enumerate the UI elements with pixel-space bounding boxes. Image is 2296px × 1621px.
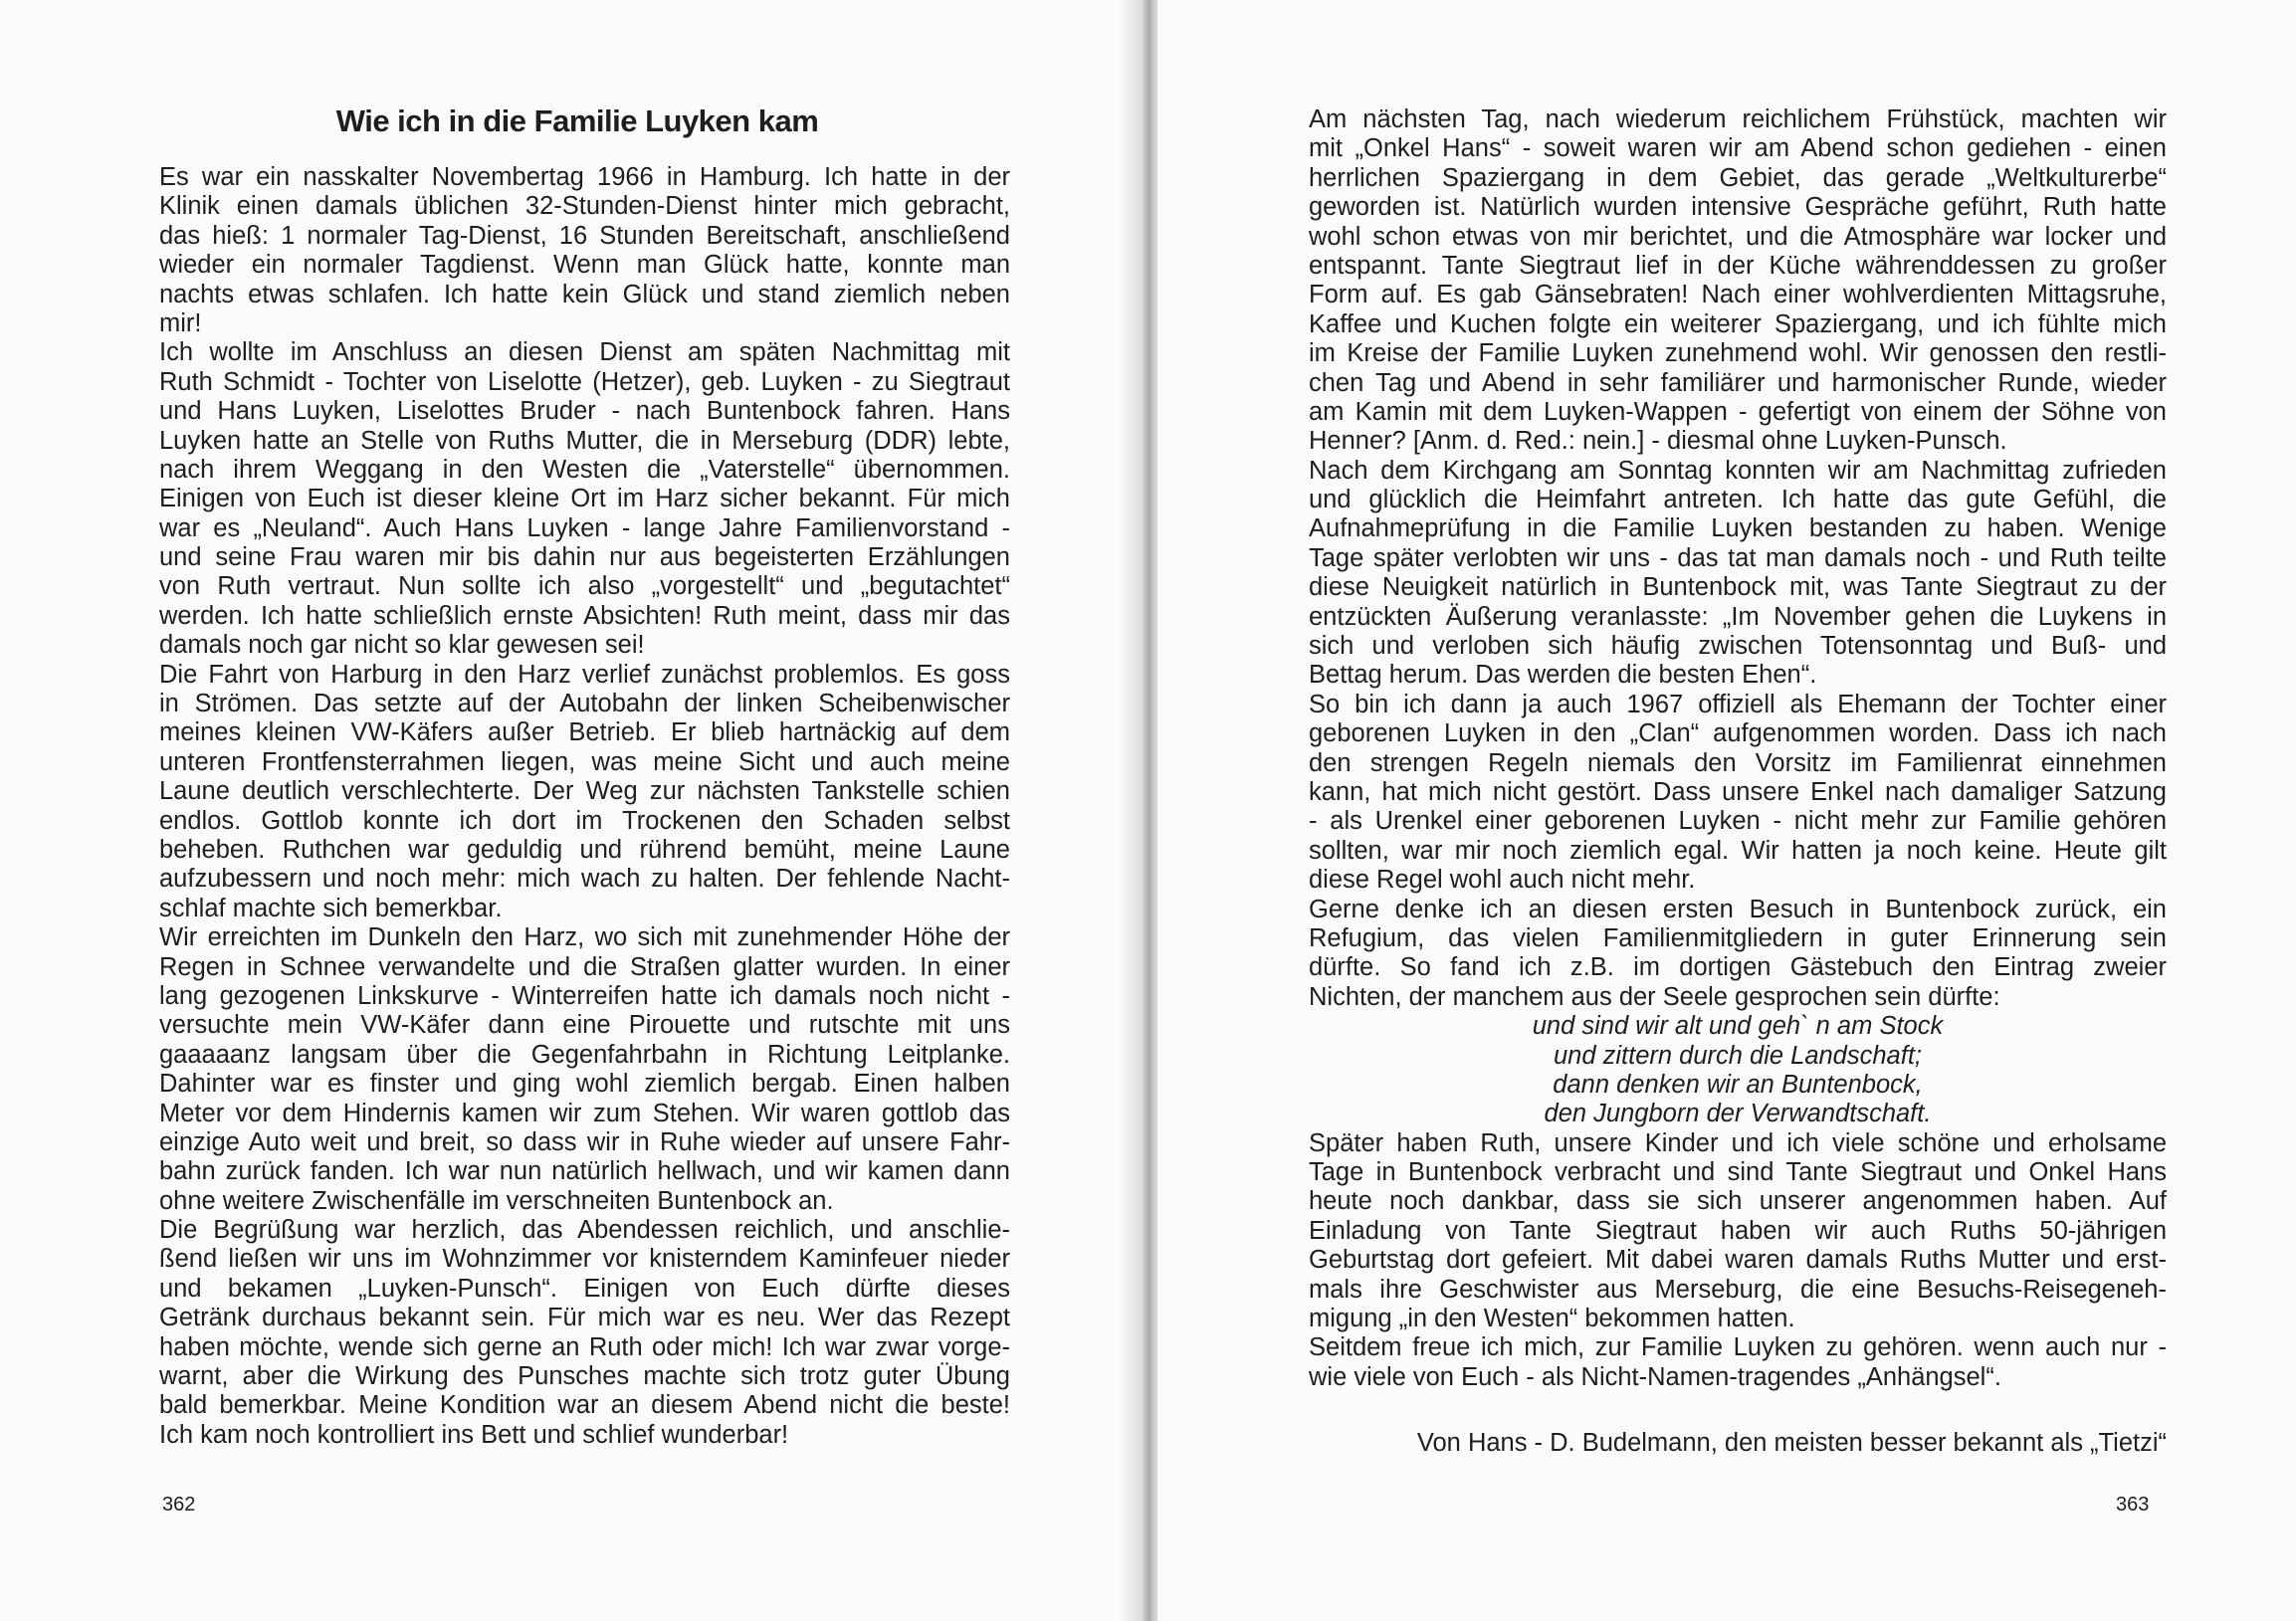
text-line: Bettag herum. Das werden die besten Ehen“. (1309, 661, 1817, 690)
right-body-text (1309, 105, 2167, 1392)
text-line: chen Tag und Abend in sehr familiärer und harmonischer Runde, wieder (1309, 368, 2167, 397)
text-line: Gerne denke ich an diesen ersten Besuch in Buntenbock zurück, ein (1309, 895, 2167, 923)
text-line: Tage in Buntenbock verbracht und sind Tante Siegtraut und Onkel Hans (1309, 1158, 2167, 1187)
text-line: dürfte. So fand ich z.B. im dortigen Gästebuch den Eintrag zweier (1309, 953, 2167, 982)
text-line: Geburtstag dort gefeiert. Mit dabei waren damals Ruths Mutter und erst- (1309, 1246, 2167, 1275)
text-line: aufzubessern und noch mehr: mich wach zu halten. Der fehlende Nacht- (159, 865, 1010, 894)
text-line: Dahinter war es finster und ging wohl ziemlich bergab. Einen halben (159, 1070, 1010, 1099)
text-line: werden. Ich hatte schließlich ernste Absichten! Ruth meint, dass mir das (159, 601, 1010, 630)
text-line: endlos. Gottlob konnte ich dort im Trockenen den Schaden selbst (159, 806, 1010, 835)
text-line: und bekamen „Luyken-Punsch“. Einigen von Euch dürfte dieses (159, 1274, 1010, 1303)
text-line: sich und verloben sich häufig zwischen Totensonntag und Buß- und (1309, 632, 2167, 661)
text-line: wohl schon etwas von mir berichtet, und die Atmosphäre war locker und (1309, 222, 2167, 251)
right-paragraphs-after-poem (1309, 1129, 2167, 1393)
text-line: unteren Frontfensterrahmen liegen, was meine Sicht und auch meine (159, 747, 1010, 776)
text-line: heute noch dankbar, dass sie sich unserer angenommen haben. Auf (1309, 1187, 2167, 1216)
text-line: diese Neuigkeit natürlich in Buntenbock mit, was Tante Siegtraut zu der (1309, 573, 2167, 602)
text-line: kann, hat mich nicht gestört. Dass unsere Enkel nach damaliger Satzung (1309, 777, 2167, 806)
text-line: Am nächsten Tag, nach wiederum reichlichem Frühstück, machten wir (1309, 105, 2167, 133)
page-number-left: 362 (162, 1494, 196, 1516)
text-line: mals ihre Geschwister aus Merseburg, die eine Besuchs-Reisegeneh- (1309, 1275, 2167, 1304)
text-line: Es war ein nasskalter Novembertag 1966 in Hamburg. Ich hatte in der (159, 163, 1010, 191)
text-line: Seitdem freue ich mich, zur Familie Luyken zu gehören. wenn auch nur - (1309, 1333, 2167, 1362)
text-line: nachts etwas schlafen. Ich hatte kein Glück und stand ziemlich neben (159, 280, 1010, 308)
author-signature: Von Hans - D. Budelmann, den meisten besser bekannt als „Tietzi“ (1416, 1429, 2167, 1457)
text-line: Regen in Schnee verwandelte und die Straßen glatter wurden. In einer (159, 952, 1010, 981)
text-line: wieder ein normaler Tagdienst. Wenn man Glück hatte, konnte man (159, 251, 1010, 280)
text-line: entspannt. Tante Siegtraut lief in der Küche währenddessen zu großer (1309, 251, 2167, 280)
text-line: nach ihrem Weggang in den Westen die „Vaterstelle“ übernommen. (159, 455, 1010, 484)
left-page (0, 0, 1138, 1621)
text-line: Nichten, der manchem aus der Seele gesprochen sein dürfte: (1309, 982, 2000, 1011)
text-line: sollten, war mir noch ziemlich egal. Wir hatten ja noch keine. Heute gilt (1309, 836, 2167, 865)
text-line: So bin ich dann ja auch 1967 offiziell als Ehemann der Tochter einer (1309, 690, 2167, 718)
right-paragraphs-before-poem (1309, 105, 2167, 1012)
text-line: ßend ließen wir uns im Wohnzimmer vor knisterndem Kaminfeuer nieder (159, 1245, 1010, 1274)
text-line: und Hans Luyken, Liselottes Bruder - nach Buntenbock fahren. Hans (159, 397, 1010, 426)
text-line: im Kreise der Familie Luyken zunehmend wohl. Wir genossen den restli- (1309, 339, 2167, 368)
text-line: Henner? [Anm. d. Red.: nein.] - diesmal ohne Luyken-Punsch. (1309, 427, 2007, 456)
text-line: - als Urenkel einer geborenen Luyken - nicht mehr zur Familie gehören (1309, 807, 2167, 836)
text-line: Tage später verlobten wir uns - das tat man damals noch - und Ruth teilte (1309, 543, 2167, 572)
text-line: geworden ist. Natürlich wurden intensive Gespräche geführt, Ruth hatte (1309, 193, 2167, 222)
text-line: von Ruth vertraut. Nun sollte ich also „vorgestellt“ und „begutachtet“ (159, 572, 1010, 601)
text-line: Form auf. Es gab Gänsebraten! Nach einer wohlverdienten Mittagsruhe, (1309, 281, 2167, 309)
page-number-right: 363 (2116, 1494, 2150, 1516)
text-line: gaaaaanz langsam über die Gegenfahrbahn in Richtung Leitplanke. (159, 1040, 1010, 1069)
text-line: Laune deutlich verschlechterte. Der Weg zur nächsten Tankstelle schien (159, 777, 1010, 806)
poem-line: und zittern durch die Landschaft; (1554, 1041, 1922, 1070)
text-line: Die Begrüßung war herzlich, das Abendessen reichlich, und anschlie- (159, 1216, 1010, 1245)
text-line: versuchte mein VW-Käfer dann eine Pirouette und rutschte mit uns (159, 1011, 1010, 1040)
text-line: wie viele von Euch - als Nicht-Namen-tragendes „Anhängsel“. (1309, 1362, 2001, 1391)
text-line: migung „in den Westen“ bekommen hatten. (1309, 1305, 1795, 1333)
text-line: herrlichen Spaziergang in dem Gebiet, das gerade „Weltkulturerbe“ (1309, 163, 2167, 192)
text-line: Die Fahrt von Harburg in den Harz verlief zunächst problemlos. Es goss (159, 660, 1010, 689)
text-line: einzige Auto weit und breit, so dass wir in Ruhe wieder auf unsere Fahr- (159, 1127, 1010, 1156)
text-line: Meter vor dem Hindernis kamen wir zum Stehen. Wir waren gottlob das (159, 1099, 1010, 1127)
text-line: diese Regel wohl auch nicht mehr. (1309, 866, 1696, 895)
text-line: Luyken hatte an Stelle von Ruths Mutter, die in Merseburg (DDR) lebte, (159, 426, 1010, 455)
text-line: Kaffee und Kuchen folgte ein weiterer Spaziergang, und ich fühlte mich (1309, 309, 2167, 338)
text-line: Einigen von Euch ist dieser kleine Ort im Harz sicher bekannt. Für mich (159, 485, 1010, 513)
text-line: schlaf machte sich bemerkbar. (159, 894, 503, 922)
text-line: Aufnahmeprüfung in die Familie Luyken bestanden zu haben. Wenige (1309, 514, 2167, 543)
poem-line: und sind wir alt und geh` n am Stock (1532, 1012, 1944, 1041)
text-line: Klinik einen damals üblichen 32-Stunden-Dienst hinter mich gebracht, (159, 192, 1010, 221)
text-line: den strengen Regeln niemals den Vorsitz im Familienrat einnehmen (1309, 748, 2167, 777)
text-line: mit „Onkel Hans“ - soweit waren wir am Abend schon gediehen - einen (1309, 134, 2167, 163)
text-line: Getränk durchaus bekannt sein. Für mich war es neu. Wer das Rezept (159, 1304, 1010, 1332)
text-line: beheben. Ruthchen war geduldig und rührend bemüht, meine Laune (159, 835, 1010, 864)
text-line: lang gezogenen Linkskurve - Winterreifen hatte ich damals noch nicht - (159, 981, 1010, 1010)
text-line: Nach dem Kirchgang am Sonntag konnten wir am Nachmittag zufrieden (1309, 456, 2167, 485)
text-line: Ich wollte im Anschluss an diesen Dienst am späten Nachmittag mit (159, 338, 1010, 367)
poem-line: dann denken wir an Buntenbock, (1553, 1070, 1923, 1099)
page-title: Wie ich in die Familie Luyken kam (335, 103, 819, 138)
text-line: geborenen Luyken in den „Clan“ aufgenommen worden. Dass ich nach (1309, 719, 2167, 748)
text-line: am Kamin mit dem Luyken-Wappen - gefertigt von einem der Söhne von (1309, 397, 2167, 426)
text-line: entzückten Äußerung veranlasste: „Im November gehen die Luykens in (1309, 602, 2167, 631)
text-line: und seine Frau waren mir bis dahin nur aus begeisterten Erzählungen (159, 543, 1010, 572)
text-line: Ruth Schmidt - Tochter von Liselotte (Hetzer), geb. Luyken - zu Siegtraut (159, 367, 1010, 396)
text-line: warnt, aber die Wirkung des Punsches machte sich trotz guter Übung (159, 1362, 1010, 1391)
poem-line: den Jungborn der Verwandtschaft. (1544, 1100, 1932, 1128)
text-line: und glücklich die Heimfahrt antreten. Ich hatte das gute Gefühl, die (1309, 486, 2167, 514)
text-line: Wir erreichten im Dunkeln den Harz, wo sich mit zunehmender Höhe der (159, 923, 1010, 952)
text-line: bahn zurück fanden. Ich war nun natürlich hellwach, und wir kamen dann (159, 1157, 1010, 1186)
text-line: Später haben Ruth, unsere Kinder und ich viele schöne und erholsame (1309, 1128, 2167, 1157)
text-line: bald bemerkbar. Meine Kondition war an diesem Abend nicht die beste! (159, 1391, 1010, 1420)
guestbook-poem (1309, 1012, 2167, 1129)
text-line: Einladung von Tante Siegtraut haben wir auch Ruths 50-jährigen (1309, 1216, 2167, 1245)
text-line: Ich kam noch kontrolliert ins Bett und schlief wunderbar! (159, 1420, 789, 1449)
text-line: das hieß: 1 normaler Tag-Dienst, 16 Stunden Bereitschaft, anschließend (159, 221, 1010, 250)
text-line: Refugium, das vielen Familienmitgliedern in guter Erinnerung sein (1309, 923, 2167, 952)
text-line: damals noch gar nicht so klar gewesen sei! (159, 631, 645, 660)
text-line: haben möchte, wende sich gerne an Ruth oder mich! Ich war zwar vorge- (159, 1332, 1010, 1361)
text-line: meines kleinen VW-Käfers außer Betrieb. Er blieb hartnäckig auf dem (159, 718, 1010, 747)
text-line: ohne weitere Zwischenfälle im verschneiten Buntenbock an. (159, 1186, 834, 1215)
text-line: mir! (159, 308, 202, 337)
text-line: war es „Neuland“. Auch Hans Luyken - lange Jahre Familienvorstand - (159, 513, 1010, 542)
text-line: in Strömen. Das setzte auf der Autobahn der linken Scheibenwischer (159, 690, 1010, 718)
left-body-text (159, 163, 1010, 1450)
